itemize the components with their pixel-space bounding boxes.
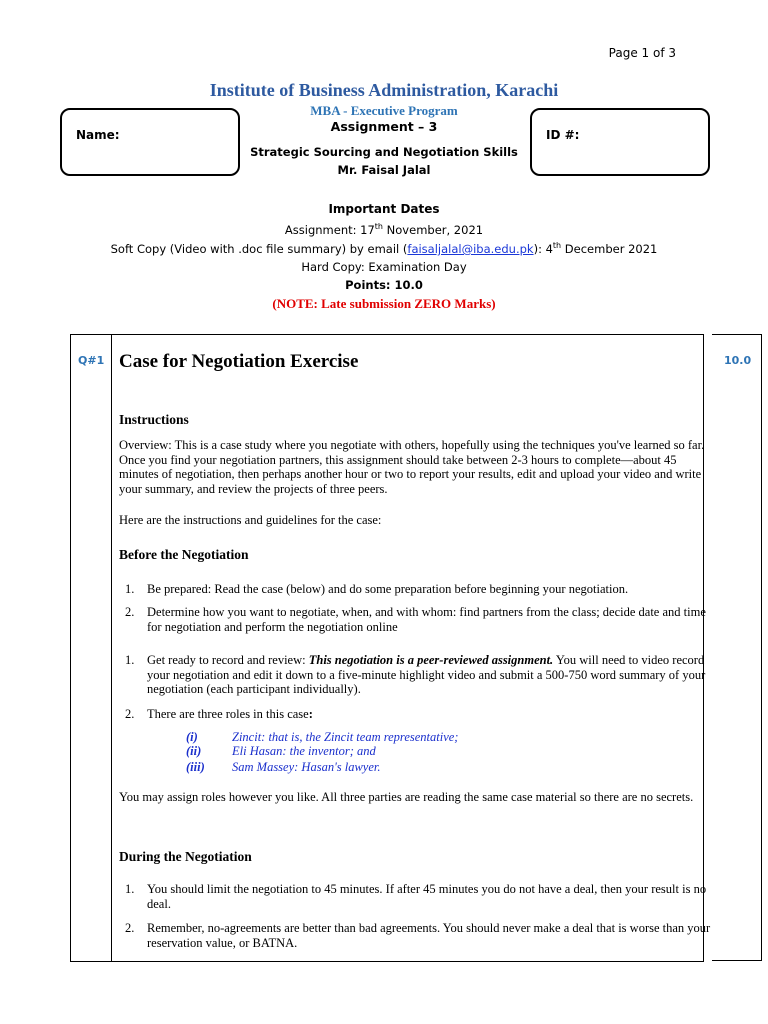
- list-item: 1. Be prepared: Read the case (below) and do some preparation before beginning your negotiation.: [125, 582, 629, 596]
- softcopy-deadline: Soft Copy (Video with .doc file summary) by email (faisaljalal@iba.edu.pk): 4th December 2021: [110, 241, 658, 256]
- question-number: Q#1: [78, 354, 105, 367]
- list-item: 1. Get ready to record and review: This negotiation is a peer-reviewed assignment. You will need to video record your negotiation and edit it down to a five-minute highlight video and submit a 500-750 word summary of your negotiation (each participant individually).: [125, 653, 706, 696]
- before-negotiation-heading: Before the Negotiation: [119, 547, 249, 562]
- column-divider: [111, 334, 112, 961]
- list-item: 2. Determine how you want to negotiate, when, and with whom: find partners from the class; decide date and time for negotiation and perform the negotiation online: [125, 605, 706, 634]
- id-field[interactable]: [530, 108, 710, 176]
- important-dates-heading: Important Dates: [328, 202, 440, 216]
- assignment-title: Assignment – 3: [330, 119, 438, 134]
- points-total: Points: 10.0: [345, 278, 423, 292]
- list-item: 1. You should limit the negotiation to 45 minutes. If after 45 minutes you do not have a deal, then your result is no deal.: [125, 882, 707, 911]
- course-name: Strategic Sourcing and Negotiation Skills: [250, 145, 518, 159]
- role-item: (iii) Sam Massey: Hasan's lawyer.: [186, 760, 381, 774]
- program-name: MBA - Executive Program: [310, 103, 458, 118]
- list-item: 2. Remember, no-agreements are better than bad agreements. You should never make a deal that is worse than your reservation value, or BATNA.: [125, 921, 711, 950]
- role-item: (i) Zincit: that is, the Zincit team representative;: [186, 730, 459, 744]
- guidelines-intro: Here are the instructions and guidelines for the case:: [119, 513, 382, 527]
- question-table: [70, 334, 704, 962]
- teacher-name: Mr. Faisal Jalal: [337, 163, 431, 177]
- case-title: Case for Negotiation Exercise: [119, 351, 359, 372]
- page-number: Page 1 of 3: [608, 46, 676, 60]
- instructions-heading: Instructions: [119, 412, 189, 427]
- email-link[interactable]: faisaljalal@iba.edu.pk: [407, 241, 534, 256]
- name-field[interactable]: [60, 108, 240, 176]
- role-item: (ii) Eli Hasan: the inventor; and: [186, 744, 376, 758]
- question-points: 10.0: [724, 354, 752, 367]
- during-negotiation-heading: During the Negotiation: [119, 849, 252, 864]
- hardcopy-deadline: Hard Copy: Examination Day: [301, 260, 467, 274]
- late-submission-note: (NOTE: Late submission ZERO Marks): [272, 296, 496, 311]
- id-label: ID #:: [546, 128, 580, 142]
- institute-title: Institute of Business Administration, Karachi: [209, 80, 559, 100]
- points-column: [712, 334, 762, 961]
- list-item: 2. There are three roles in this case:: [125, 707, 313, 721]
- assign-roles-paragraph: You may assign roles however you like. All three parties are reading the same case material so there are no secrets.: [119, 790, 694, 804]
- overview-paragraph: Overview: This is a case study where you negotiate with others, hopefully using the techniques you've learned so far. Once you find your negotiation partners, this assignment should take between 2-3 hours to complete—about 45 minutes of negotiation, then perhaps another hour or two to report your results, edit and upload your video and write your summary, and review the projects of three peers.: [119, 438, 705, 496]
- name-label: Name:: [76, 128, 120, 142]
- assignment-date: Assignment: 17th November, 2021: [284, 222, 484, 237]
